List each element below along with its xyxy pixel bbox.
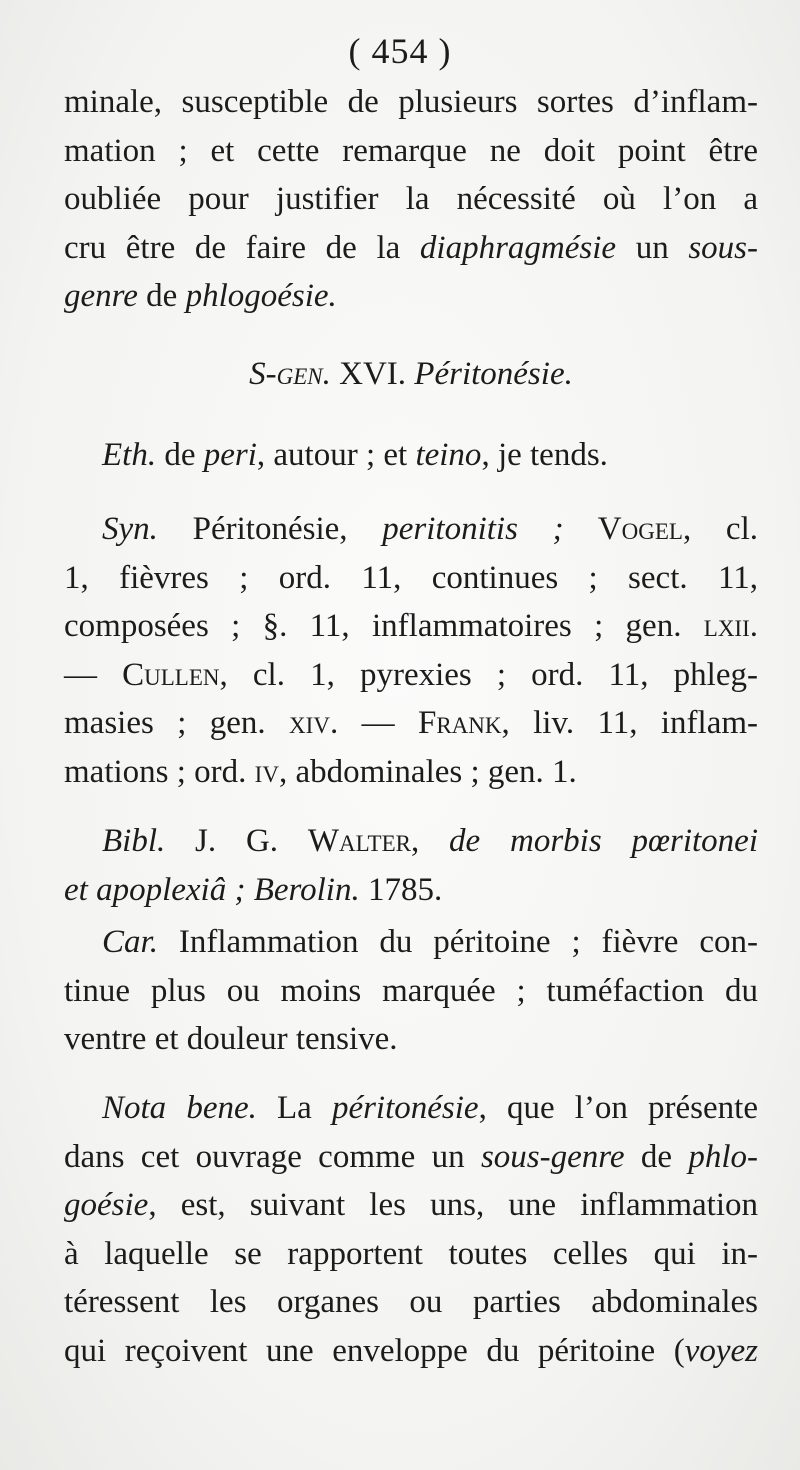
characteristics-paragraph xyxy=(64,918,758,1064)
text-line xyxy=(64,817,758,866)
paragraph-label: Nota bene. xyxy=(102,1090,257,1126)
italic-term: genre xyxy=(64,278,138,314)
nota-bene-paragraph xyxy=(64,1084,758,1375)
author-name: Walter xyxy=(307,823,411,859)
text-run: xiv xyxy=(289,705,330,741)
italic-term: phlo- xyxy=(688,1138,758,1175)
italic-term: peritonitis ; xyxy=(382,511,564,547)
text-run: mation ; et cette remarque ne doit point être xyxy=(64,132,758,169)
paragraph-label: Bibl. xyxy=(102,823,166,859)
text-run: lxii. xyxy=(703,608,758,644)
text-run: , liv. 11, inflam- xyxy=(501,705,759,741)
text-run: La xyxy=(256,1090,332,1126)
italic-term: et apoplexiâ ; xyxy=(64,871,246,908)
text-run: minale, susceptible de plusieurs sortes d’inflam- xyxy=(64,84,758,120)
text-run: masies ; gen. xyxy=(64,705,290,741)
text-line xyxy=(64,505,758,554)
text-run: , abdominales ; gen. 1. xyxy=(278,753,577,790)
text-run: qui reçoivent une enveloppe du péritoine ( xyxy=(64,1332,685,1369)
text-line xyxy=(64,78,758,127)
text-run: cru être de faire de la xyxy=(64,229,420,266)
text-run: oubliée pour justifier la nécessité où l’on a xyxy=(64,181,758,217)
text-line xyxy=(64,866,758,915)
text-run: 1785. xyxy=(359,871,443,908)
italic-term: teino xyxy=(415,437,482,473)
text-run: de xyxy=(624,1138,689,1175)
italic-term: goésie xyxy=(64,1187,149,1223)
italic-term: sous-genre xyxy=(480,1138,625,1175)
text-line xyxy=(64,1133,758,1182)
text-line xyxy=(64,699,758,748)
heading-title: Péritonésie. xyxy=(414,356,573,392)
text-run: , cl. 1, pyrexies ; ord. 11, phleg- xyxy=(219,656,758,693)
paragraph-label: Eth. xyxy=(102,437,157,473)
text-run: , xyxy=(410,823,450,859)
author-name: Frank xyxy=(417,705,502,741)
text-run: tinue plus ou moins marquée ; tuméfaction du xyxy=(64,972,758,1009)
paragraph-label: Syn. xyxy=(102,511,158,547)
italic-term: péritonésie xyxy=(331,1090,479,1126)
heading-number: XVI. xyxy=(330,356,415,392)
text-line xyxy=(64,224,758,273)
text-run: , je tends. xyxy=(481,437,608,473)
text-line xyxy=(64,1084,758,1133)
heading-line xyxy=(64,350,758,399)
text-run: dans cet ouvrage comme un xyxy=(64,1138,481,1175)
text-run: , autour ; et xyxy=(256,437,416,473)
text-line xyxy=(102,431,758,480)
text-line xyxy=(64,967,758,1016)
section-heading xyxy=(64,350,758,399)
text-run: mations ; ord. xyxy=(64,753,255,790)
italic-term: diaphragmésie xyxy=(419,229,617,266)
text-run: Péritonésie, xyxy=(157,511,383,547)
text-line xyxy=(64,1327,758,1376)
text-run: de xyxy=(137,278,186,314)
bibliography-paragraph xyxy=(64,817,758,914)
italic-term: phlogoésie. xyxy=(185,278,337,314)
text-run: un xyxy=(616,229,689,266)
text-run: , est, suivant les uns, une inflammation xyxy=(148,1187,758,1223)
text-line xyxy=(64,748,758,797)
italic-term: sous- xyxy=(688,229,759,266)
synonyms-paragraph xyxy=(64,505,758,796)
author-name: Vogel xyxy=(563,511,683,547)
text-line xyxy=(64,651,758,700)
text-run: téressent les organes ou parties abdominales xyxy=(64,1284,758,1320)
text-run: . — xyxy=(329,705,418,741)
italic-term: de morbis pœritonei xyxy=(449,823,758,859)
etymology-paragraph xyxy=(64,431,758,480)
text-line xyxy=(64,1278,758,1327)
text-run: , que l’on présente xyxy=(478,1090,758,1126)
italic-term: voyez xyxy=(684,1332,758,1369)
text-line xyxy=(64,554,758,603)
text-line xyxy=(64,602,758,651)
text-run xyxy=(245,872,253,908)
text-run: iv xyxy=(254,753,279,790)
heading-label: S-gen. xyxy=(249,356,331,392)
text-run: Inflammation du péritoine ; fièvre con- xyxy=(157,924,758,960)
text-line xyxy=(64,272,758,321)
author-name: Cullen xyxy=(122,656,220,693)
text-run: J. G. xyxy=(165,823,308,859)
text-line xyxy=(64,918,758,967)
text-run: de xyxy=(156,437,204,473)
text-line xyxy=(64,1181,758,1230)
text-run: , cl. xyxy=(682,511,758,547)
text-run: à laquelle se rapportent toutes celles qui in- xyxy=(64,1235,758,1272)
text-run: — xyxy=(64,656,123,693)
text-line xyxy=(64,1015,758,1064)
paragraph-label: Car. xyxy=(102,924,158,960)
text-line xyxy=(64,175,758,224)
page-number: ( 454 ) xyxy=(348,31,452,71)
text-line xyxy=(64,1230,758,1279)
italic-term: Berolin. xyxy=(253,871,360,908)
text-line xyxy=(64,127,758,176)
text-run: ventre et douleur tensive. xyxy=(64,1021,398,1057)
text-run: composées ; §. 11, inflammatoires ; gen. xyxy=(64,608,704,644)
text-run: 1, fièvres ; ord. 11, continues ; sect. 11, xyxy=(64,559,758,596)
italic-term: peri xyxy=(203,437,257,473)
intro-paragraph xyxy=(64,78,758,321)
